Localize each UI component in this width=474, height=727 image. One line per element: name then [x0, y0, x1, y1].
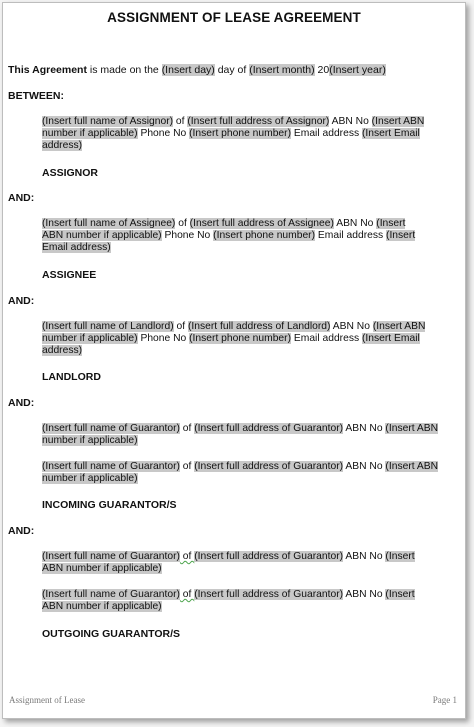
text: of [173, 116, 188, 127]
outgoing-guarantor-paragraph [42, 589, 442, 613]
guarantor-abn-field[interactable]: number if applicable) [42, 473, 138, 485]
guarantor-name-field[interactable]: (Insert full name of Guarantor) [42, 423, 180, 434]
intro-text: is made on the [86, 64, 162, 76]
guarantor-abn-field[interactable]: (Insert [385, 589, 415, 600]
text: ABN No [343, 461, 386, 472]
assignor-phone-field[interactable]: (Insert phone number) [189, 128, 292, 140]
assignor-role-label: ASSIGNOR [42, 167, 99, 179]
text: Phone No [137, 128, 190, 140]
landlord-email-field[interactable]: address) [42, 345, 83, 357]
landlord-paragraph [42, 321, 442, 358]
landlord-abn-field[interactable]: (Insert ABN [372, 321, 426, 332]
text: ABN No [343, 423, 386, 434]
insert-month-field[interactable]: (Insert month) [249, 64, 315, 76]
text: of [173, 321, 188, 332]
guarantor-abn-field[interactable]: (Insert ABN [385, 461, 439, 472]
and-label: AND: [8, 295, 35, 307]
text: Phone No [137, 333, 190, 345]
guarantor-abn-field[interactable]: ABN number if applicable) [42, 601, 162, 613]
and-label: AND: [8, 192, 35, 204]
text: Phone No [161, 230, 214, 242]
assignor-paragraph [42, 116, 442, 153]
guarantor-abn-field[interactable]: (Insert [385, 551, 415, 562]
assignee-abn-field[interactable]: ABN number if applicable) [42, 230, 162, 242]
intro-line [8, 64, 386, 77]
and-label: AND: [8, 397, 35, 409]
text: of [179, 551, 195, 562]
between-label: BETWEEN: [8, 90, 64, 102]
assignor-abn-field[interactable]: number if applicable) [42, 128, 138, 140]
incoming-guarantor-role-label: INCOMING GUARANTOR/S [42, 499, 177, 511]
intro-text: day of [214, 64, 250, 76]
assignor-email-field[interactable]: (Insert Email [361, 128, 420, 140]
assignee-abn-field[interactable]: (Insert [376, 218, 406, 229]
footer-document-name: Assignment of Lease [9, 695, 85, 705]
guarantor-abn-field[interactable]: ABN number if applicable) [42, 563, 162, 575]
intro-lead: This Agreement [8, 64, 87, 76]
text: ABN No [333, 218, 377, 229]
outgoing-guarantor-paragraph [42, 551, 442, 575]
assignee-name-field[interactable]: (Insert full name of Assignee) [42, 218, 176, 229]
text: of [179, 589, 195, 600]
guarantor-address-field[interactable]: (Insert full address of Guarantor) [194, 461, 344, 472]
landlord-abn-field[interactable]: number if applicable) [42, 333, 138, 345]
text: ABN No [343, 589, 386, 600]
intro-text: 20 [314, 64, 330, 76]
text: of [179, 423, 195, 434]
and-label: AND: [8, 525, 35, 537]
outgoing-guarantor-role-label: OUTGOING GUARANTOR/S [42, 628, 181, 640]
landlord-name-field[interactable]: (Insert full name of Landlord) [42, 321, 174, 332]
guarantor-abn-field[interactable]: (Insert ABN [385, 423, 439, 434]
document-page [2, 2, 466, 719]
assignee-role-label: ASSIGNEE [42, 269, 97, 281]
text: Email address [315, 230, 387, 242]
guarantor-name-field[interactable]: (Insert full name of Guarantor) [42, 589, 180, 600]
assignee-address-field[interactable]: (Insert full address of Assignee) [189, 218, 334, 229]
text: ABN No [330, 321, 373, 332]
text: of [175, 218, 190, 229]
text: Email address [291, 333, 362, 345]
text: of [179, 461, 195, 472]
landlord-phone-field[interactable]: (Insert phone number) [189, 333, 292, 345]
insert-year-field[interactable]: (Insert year) [329, 64, 386, 76]
incoming-guarantor-paragraph [42, 423, 442, 447]
text: ABN No [329, 116, 372, 127]
guarantor-address-field[interactable]: (Insert full address of Guarantor) [194, 551, 344, 562]
incoming-guarantor-paragraph [42, 461, 442, 485]
assignor-email-field[interactable]: address) [42, 140, 83, 152]
footer-page-number: Page 1 [432, 695, 457, 705]
insert-day-field[interactable]: (Insert day) [161, 64, 215, 76]
landlord-role-label: LANDLORD [42, 371, 101, 383]
assignee-paragraph [42, 218, 442, 255]
assignee-email-field[interactable]: Email address) [42, 242, 111, 254]
guarantor-name-field[interactable]: (Insert full name of Guarantor) [42, 551, 180, 562]
landlord-address-field[interactable]: (Insert full address of Landlord) [187, 321, 331, 332]
assignor-name-field[interactable]: (Insert full name of Assignor) [42, 116, 174, 127]
guarantor-address-field[interactable]: (Insert full address of Guarantor) [194, 589, 344, 600]
document-title: ASSIGNMENT OF LEASE AGREEMENT [107, 10, 361, 25]
text: Email address [291, 128, 362, 140]
assignee-phone-field[interactable]: (Insert phone number) [213, 230, 316, 242]
assignor-address-field[interactable]: (Insert full address of Assignor) [187, 116, 330, 127]
assignee-email-field[interactable]: (Insert [386, 230, 416, 242]
landlord-email-field[interactable]: (Insert Email [361, 333, 420, 345]
guarantor-address-field[interactable]: (Insert full address of Guarantor) [194, 423, 344, 434]
text: ABN No [343, 551, 386, 562]
guarantor-abn-field[interactable]: number if applicable) [42, 435, 138, 447]
guarantor-name-field[interactable]: (Insert full name of Guarantor) [42, 461, 180, 472]
assignor-abn-field[interactable]: (Insert ABN [371, 116, 425, 127]
